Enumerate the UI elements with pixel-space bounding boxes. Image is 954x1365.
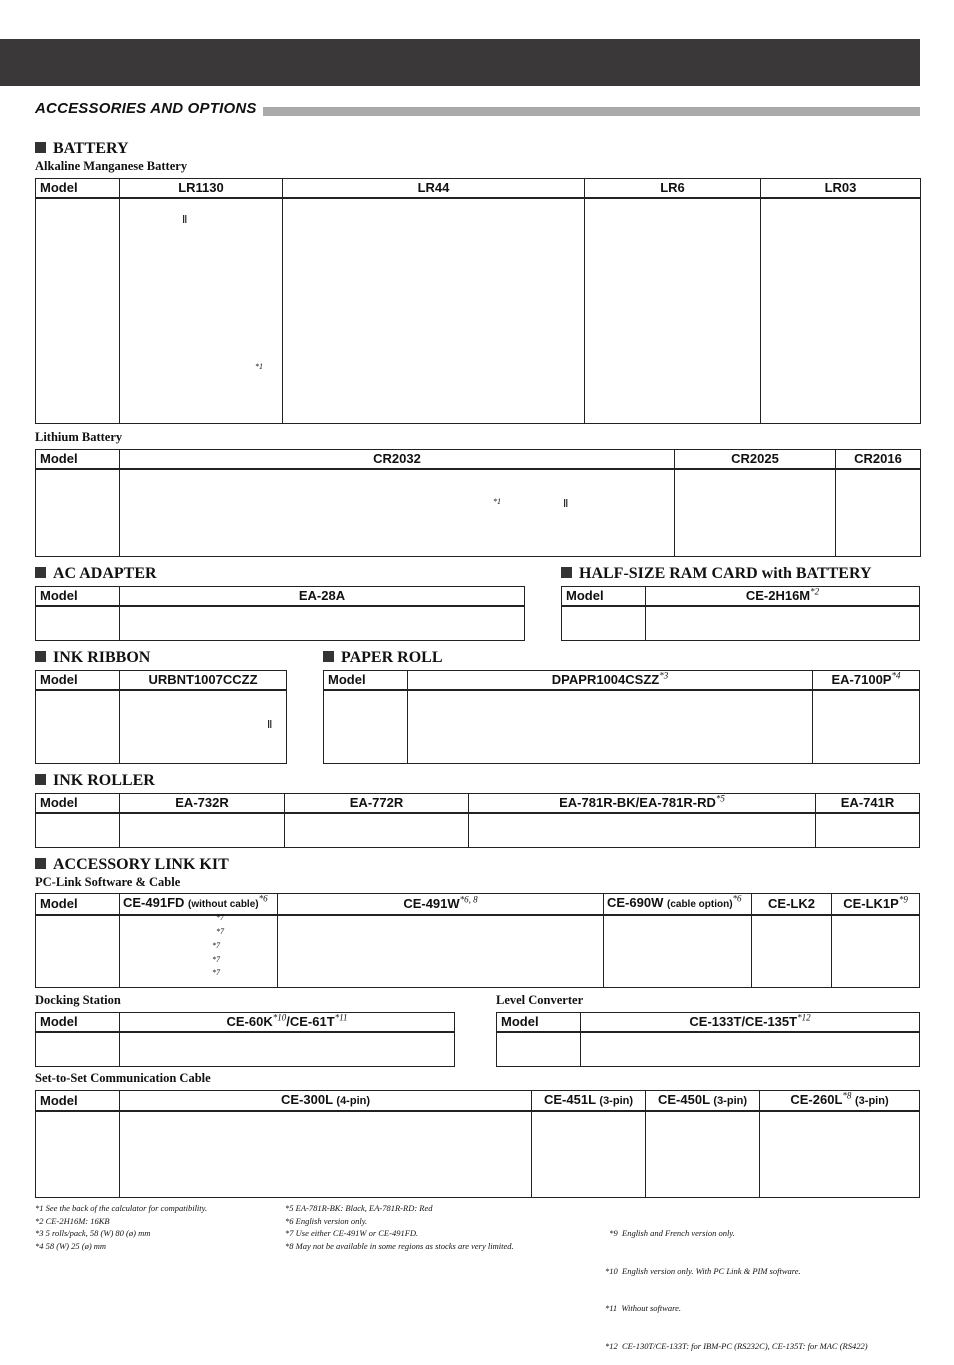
table-header: EA-741R	[816, 794, 920, 814]
footnote: *2 CE-2H16M: 16KB	[35, 1215, 110, 1226]
table-cell	[36, 198, 120, 424]
table-cell	[604, 915, 752, 988]
square-bullet-icon	[35, 142, 46, 153]
square-bullet-icon	[35, 774, 46, 785]
square-bullet-icon	[35, 858, 46, 869]
note-mark: *7	[212, 941, 220, 950]
table-cell	[761, 198, 921, 424]
table-header: Model	[36, 794, 120, 814]
table-cell	[36, 813, 120, 848]
square-bullet-icon	[323, 651, 334, 662]
table-cell	[283, 198, 585, 424]
table-header: EA-7100P$^{*4}$	[813, 671, 920, 691]
table-header: CE-260L$^{*8}$ (3-pin)	[760, 1091, 920, 1112]
table-cell	[36, 1111, 120, 1198]
ram-card-heading: HALF-SIZE RAM CARD with BATTERY	[561, 565, 872, 583]
roman-two-mark: Ⅱ	[267, 719, 273, 731]
table-cell	[585, 198, 761, 424]
ink-ribbon-heading: INK RIBBON	[35, 649, 150, 667]
note-mark: *7	[212, 955, 220, 964]
link-kit-heading: ACCESSORY LINK KIT	[35, 856, 229, 874]
table-cell	[324, 690, 408, 764]
table-cell	[816, 813, 920, 848]
table-header: URBNT1007CCZZ	[120, 671, 287, 691]
table-header: CE-300L (4-pin)	[120, 1091, 532, 1112]
roman-two-mark: Ⅱ	[182, 214, 188, 226]
footnotes-col3	[605, 1202, 868, 1365]
table-cell	[36, 690, 120, 764]
paper-roll-table	[323, 670, 920, 764]
table-cell	[836, 469, 921, 557]
square-bullet-icon	[35, 567, 46, 578]
section-rule	[263, 107, 920, 116]
table-header: Model	[36, 1013, 120, 1033]
level-converter-label: Level Converter	[496, 993, 584, 1007]
header-bar	[0, 39, 920, 86]
table-cell	[646, 606, 920, 641]
table-header: CE-491W$^{*6, 8}$	[278, 894, 604, 916]
footnote: *10 English version only. With PC Link & PIM software.	[605, 1265, 801, 1276]
alkaline-label: Alkaline Manganese Battery	[35, 159, 188, 173]
footnote: *4 58 (W) 25 (ø) mm	[35, 1240, 107, 1251]
table-header: CE-60K$^{*10}$/CE-61T$^{*11}$	[120, 1013, 455, 1033]
pc-link-label: PC-Link Software & Cable	[35, 875, 181, 889]
lithium-table	[35, 449, 921, 557]
table-cell	[120, 1111, 532, 1198]
battery-heading: BATTERY	[35, 140, 129, 158]
roman-two-mark: Ⅱ	[563, 498, 569, 510]
table-cell	[36, 1032, 120, 1067]
table-cell	[278, 915, 604, 988]
table-header: CE-451L (3-pin)	[532, 1091, 646, 1112]
table-header: EA-732R	[120, 794, 285, 814]
table-header: Model	[36, 671, 120, 691]
docking-table	[35, 1012, 455, 1067]
ink-roller-heading: INK ROLLER	[35, 772, 155, 790]
table-header: EA-772R	[285, 794, 469, 814]
table-cell	[120, 606, 525, 641]
table-cell	[120, 469, 675, 557]
table-header: Model	[36, 450, 120, 470]
footnote: *6 English version only.	[285, 1215, 368, 1226]
alkaline-table	[35, 178, 921, 424]
table-header: LR6	[585, 179, 761, 199]
table-header: CR2025	[675, 450, 836, 470]
footnote: *5 EA-781R-BK: Black, EA-781R-RD: Red	[285, 1203, 433, 1213]
table-cell	[120, 198, 283, 424]
note-mark: *7	[216, 927, 224, 936]
footnotes-col2	[285, 1202, 514, 1252]
footnote: *8 May not be available in some regions as stocks are very limited.	[285, 1240, 514, 1251]
table-header: CE-491FD (without cable)$^{*6}$	[120, 894, 278, 916]
table-cell	[120, 915, 278, 988]
square-bullet-icon	[35, 651, 46, 662]
table-header: LR44	[283, 179, 585, 199]
table-header: CR2016	[836, 450, 921, 470]
table-cell	[813, 690, 920, 764]
footnote: *1 See the back of the calculator for compatibility.	[35, 1203, 208, 1213]
table-cell	[562, 606, 646, 641]
table-header: DPAPR1004CSZZ$^{*3}$	[408, 671, 813, 691]
note-mark: *1	[493, 497, 501, 506]
ac-adapter-table	[35, 586, 525, 641]
ink-roller-table	[35, 793, 920, 848]
footnote: *12 CE-130T/CE-133T: for IBM-PC (RS232C), CE-135T: for MAC (RS422)	[605, 1340, 868, 1351]
paper-roll-heading: PAPER ROLL	[323, 649, 442, 667]
table-cell	[120, 813, 285, 848]
table-header: Model	[36, 587, 120, 607]
table-cell	[646, 1111, 760, 1198]
table-header: CE-690W (cable option)$^{*6}$	[604, 894, 752, 916]
level-converter-table	[496, 1012, 920, 1067]
table-cell	[675, 469, 836, 557]
table-header: CE-LK2	[752, 894, 832, 916]
table-cell	[832, 915, 920, 988]
table-cell	[285, 813, 469, 848]
table-header: Model	[562, 587, 646, 607]
table-header: CE-450L (3-pin)	[646, 1091, 760, 1112]
ac-adapter-heading: AC ADAPTER	[35, 565, 157, 583]
section-title: ACCESSORIES AND OPTIONS	[35, 100, 257, 117]
table-header: CR2032	[120, 450, 675, 470]
lithium-label: Lithium Battery	[35, 430, 123, 444]
table-header: Model	[36, 1091, 120, 1112]
table-cell	[581, 1032, 920, 1067]
table-cell	[36, 915, 120, 988]
table-cell	[752, 915, 832, 988]
table-cell	[36, 606, 120, 641]
table-header: EA-781R-BK/EA-781R-RD$^{*5}$	[469, 794, 816, 814]
footnote: *11 Without software.	[605, 1303, 682, 1313]
table-cell	[408, 690, 813, 764]
table-header: CE-2H16M$^{*2}$	[646, 587, 920, 607]
set-to-set-label: Set-to-Set Communication Cable	[35, 1071, 211, 1085]
table-cell	[497, 1032, 581, 1067]
table-header: CE-133T/CE-135T$^{*12}$	[581, 1013, 920, 1033]
note-mark: *7	[216, 913, 224, 922]
table-header: Model	[497, 1013, 581, 1033]
note-mark: *7	[212, 968, 220, 977]
ram-card-table	[561, 586, 920, 641]
table-cell	[120, 690, 287, 764]
table-header: EA-28A	[120, 587, 525, 607]
footnote: *9 English and French version only.	[605, 1228, 735, 1238]
footnotes-col1	[35, 1202, 207, 1252]
table-header: Model	[36, 894, 120, 916]
table-cell	[36, 469, 120, 557]
pc-link-table	[35, 893, 920, 988]
table-cell	[760, 1111, 920, 1198]
table-header: Model	[36, 179, 120, 199]
footnote: *3 5 rolls/pack, 58 (W) 80 (ø) mm	[35, 1228, 151, 1238]
footnote: *7 Use either CE-491W or CE-491FD.	[285, 1228, 419, 1238]
table-header: LR03	[761, 179, 921, 199]
table-header: Model	[324, 671, 408, 691]
note-mark: *1	[255, 362, 263, 371]
set-to-set-table	[35, 1090, 920, 1198]
docking-label: Docking Station	[35, 993, 121, 1007]
table-cell	[532, 1111, 646, 1198]
table-header: CE-LK1P$^{*9}$	[832, 894, 920, 916]
table-cell	[120, 1032, 455, 1067]
square-bullet-icon	[561, 567, 572, 578]
ink-ribbon-table	[35, 670, 287, 764]
table-cell	[469, 813, 816, 848]
table-header: LR1130	[120, 179, 283, 199]
